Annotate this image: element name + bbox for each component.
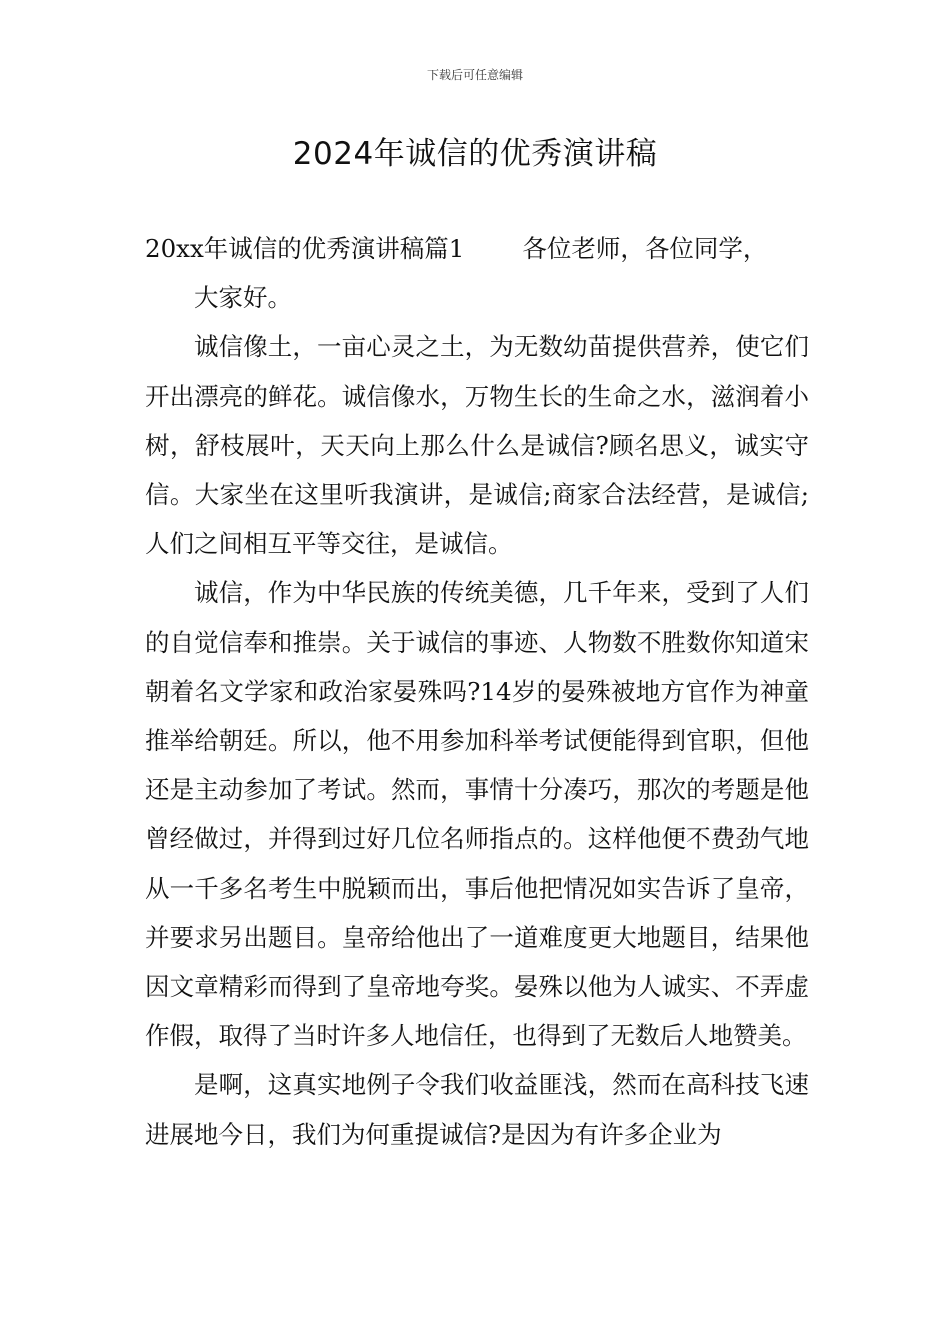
document-body [145,224,809,1159]
salutation: 各位老师，各位同学， [522,234,768,263]
paragraph-3: 是啊，这真实地例子令我们收益匪浅，然而在高科技飞速进展地今日，我们为何重提诚信?是因为有许多企业为 [145,1070,809,1149]
intro-line [145,224,809,273]
paragraph-1: 诚信像土，一亩心灵之土，为无数幼苗提供营养，使它们开出漂亮的鲜花。诚信像水，万物生长的生命之水，滋润着小树，舒枝展叶，天天向上那么什么是诚信?顾名思义，诚实守信。大家坐在这里听我演讲，是诚信;商家合法经营，是诚信;人们之间相互平等交往，是诚信。 [145,332,809,559]
paragraph-2: 诚信，作为中华民族的传统美德，几千年来，受到了人们的自觉信奉和推崇。关于诚信的事迹、人物数不胜数你知道宋朝着名文学家和政治家晏殊吗?14岁的晏殊被地方官作为神童推举给朝廷。所以，他不用参加科举考试便能得到官职，但他还是主动参加了考试。然而，事情十分凑巧，那次的考题是他曾经做过，并得到过好几位名师指点的。这样他便不费劲气地从一千多名考生中脱颖而出，事后他把情况如实告诉了皇帝，并要求另出题目。皇帝给他出了一道难度更大地题目，结果他因文章精彩而得到了皇帝地夸奖。晏殊以他为人诚实、不弄虚作假，取得了当时许多人地信任，也得到了无数后人地赞美。 [145,578,809,1051]
download-note: 下载后可任意编辑 [426,68,523,82]
paragraph-greeting: 大家好。 [194,283,292,313]
intro-heading: 20xx年诚信的优秀演讲稿篇1 [145,234,465,263]
document-title: 2024年诚信的优秀演讲稿 [292,136,658,172]
